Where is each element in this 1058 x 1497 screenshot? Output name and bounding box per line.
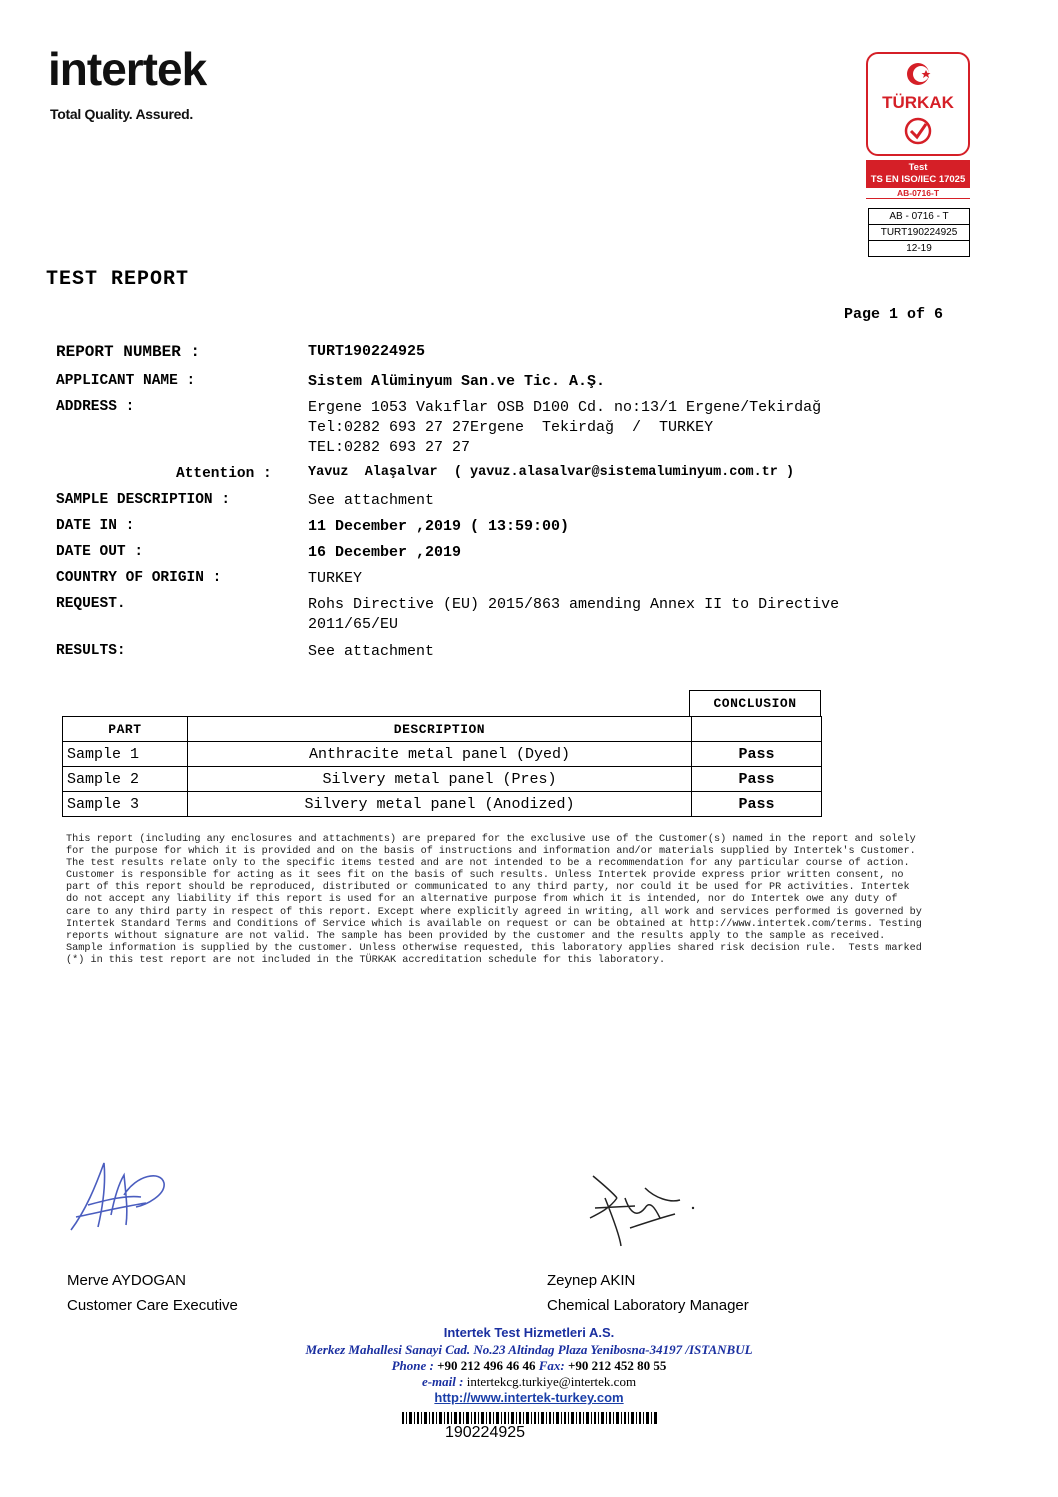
country-value: TURKEY (308, 570, 363, 587)
accreditation-report-no: TURT190224925 (869, 225, 970, 241)
description-cell: Anthracite metal panel (Dyed) (187, 742, 691, 767)
conclusion-header-cell (692, 717, 822, 742)
turkak-logo (866, 52, 970, 156)
address-label: ADDRESS : (56, 399, 135, 415)
date-out-value: 16 December ,2019 (308, 544, 462, 561)
address-line3: TEL:0282 693 27 27 (308, 439, 471, 456)
conclusion-cell: Pass (692, 767, 822, 792)
part-cell: Sample 2 (63, 767, 188, 792)
table-row (63, 767, 822, 792)
sample-description-value: See attachment (308, 492, 435, 509)
signatory-1-name: Merve AYDOGAN (67, 1272, 186, 1289)
applicant-label: APPLICANT NAME : (56, 373, 196, 389)
part-cell: Sample 3 (63, 792, 188, 817)
signatory-2-name: Zeynep AKIN (547, 1272, 636, 1289)
attention-label: Attention : (176, 466, 272, 482)
page-title: TEST REPORT (46, 268, 190, 291)
description-header: DESCRIPTION (187, 717, 691, 742)
email-address[interactable]: intertekcg.turkiye@intertek.com (466, 1374, 637, 1389)
attention-value: Yavuz Alaşalvar ( yavuz.alasalvar@sistemaluminyum.com.tr ) (308, 465, 795, 480)
part-header: PART (63, 717, 188, 742)
table-row (63, 742, 822, 767)
table-header-row (63, 717, 822, 742)
accreditation-number: AB-0716-T (866, 188, 970, 199)
signature-image (585, 1168, 705, 1248)
barcode-icon (402, 1412, 658, 1424)
conclusion-cell: Pass (692, 742, 822, 767)
footer-contact (0, 1358, 1058, 1374)
svg-text:TÜRKAK: TÜRKAK (882, 93, 954, 112)
country-label: COUNTRY OF ORIGIN : (56, 570, 222, 586)
footer-address: Merkez Mahallesi Sanayi Cad. No.23 Altindag Plaza Yenibosna-34197 /ISTANBUL (305, 1342, 753, 1357)
signature-image (66, 1155, 176, 1240)
accreditation-code: AB - 0716 - T (869, 209, 970, 225)
date-in-value: 11 December ,2019 ( 13:59:00) (308, 518, 570, 535)
results-table (62, 716, 822, 817)
date-out-label: DATE OUT : (56, 544, 144, 560)
logo-tagline: Total Quality. Assured. (50, 106, 193, 122)
report-number-label: REPORT NUMBER : (56, 343, 201, 361)
part-cell: Sample 1 (63, 742, 188, 767)
footer-email (0, 1374, 1058, 1390)
request-line1: Rohs Directive (EU) 2015/863 amending Annex II to Directive (308, 596, 840, 613)
page-indicator: Page 1 of 6 (844, 306, 944, 323)
table-row (63, 792, 822, 817)
request-line2: 2011/65/EU (308, 616, 399, 633)
phone-label: Phone : (391, 1358, 434, 1373)
barcode-number: 190224925 (444, 1424, 526, 1441)
conclusion-header: CONCLUSION (689, 690, 821, 716)
description-cell: Silvery metal panel (Pres) (187, 767, 691, 792)
request-label: REQUEST. (56, 596, 126, 612)
sample-description-label: SAMPLE DESCRIPTION : (56, 492, 231, 508)
description-cell: Silvery metal panel (Anodized) (187, 792, 691, 817)
fax-number: +90 212 452 80 55 (568, 1358, 667, 1373)
signatory-2-title: Chemical Laboratory Manager (547, 1297, 749, 1314)
address-line1: Ergene 1053 Vakıflar OSB D100 Cd. no:13/1 Ergene/Tekirdağ (308, 399, 822, 416)
results-value: See attachment (308, 643, 435, 660)
intertek-logo: intertek (48, 43, 207, 95)
applicant-value: Sistem Alüminyum San.ve Tic. A.Ş. (308, 373, 606, 390)
signatory-1-title: Customer Care Executive (67, 1297, 238, 1314)
report-number-value: TURT190224925 (308, 343, 426, 360)
email-label: e-mail : (421, 1374, 464, 1389)
accreditation-date: 12-19 (869, 241, 970, 257)
turkak-accreditation-badge (866, 52, 970, 199)
accreditation-table (868, 208, 970, 257)
disclaimer-text: This report (including any enclosures and attachments) are prepared for the exclusive use of the Customer(s) named in the report and solely for the purpose for which it is provided and on the basis of instructions and information and/or materials supplied by Intertek's Customer. The test results relate only to the specific items tested and are not intended to be a recommendation for any particular course of action. Customer is responsible for acting as it sees fit on the basis of such results. Unless Intertek provide express prior written consent, no part of this report should be reproduced, distributed or communicated to any third party, nor could it be used for PR activities. Intertek do not accept any liability if this report is used for an alternative purpose from which it is intended, nor do Intertek owe any duty of care to any third party in respect of this report. Except where explicitly agreed in writing, all work and services performed is governed by Intertek Standard Terms and Conditions of Service which is available on request or can be obtained at http://www.intertek.com/terms. Testing reports without signature are not valid. The sample has been provided by the customer and the results apply to the sample as received. Sample information is supplied by the customer. Unless otherwise requested, this laboratory applies shared risk decision rule. Tests marked (*) in this test report are not included in the TÜRKAK accreditation schedule for this laboratory. (66, 834, 922, 966)
fax-label: Fax: (538, 1358, 565, 1373)
footer-company: Intertek Test Hizmetleri A.S. (443, 1325, 615, 1340)
website-link[interactable]: http://www.intertek-turkey.com (434, 1390, 624, 1405)
results-label: RESULTS: (56, 643, 126, 659)
phone-number: +90 212 496 46 46 (437, 1358, 536, 1373)
conclusion-cell: Pass (692, 792, 822, 817)
accreditation-standard: Test TS EN ISO/IEC 17025 (866, 160, 970, 188)
date-in-label: DATE IN : (56, 518, 135, 534)
turkak-emblem-icon (868, 54, 968, 154)
address-line2: Tel:0282 693 27 27Ergene Tekirdağ / TURKEY (308, 419, 714, 436)
